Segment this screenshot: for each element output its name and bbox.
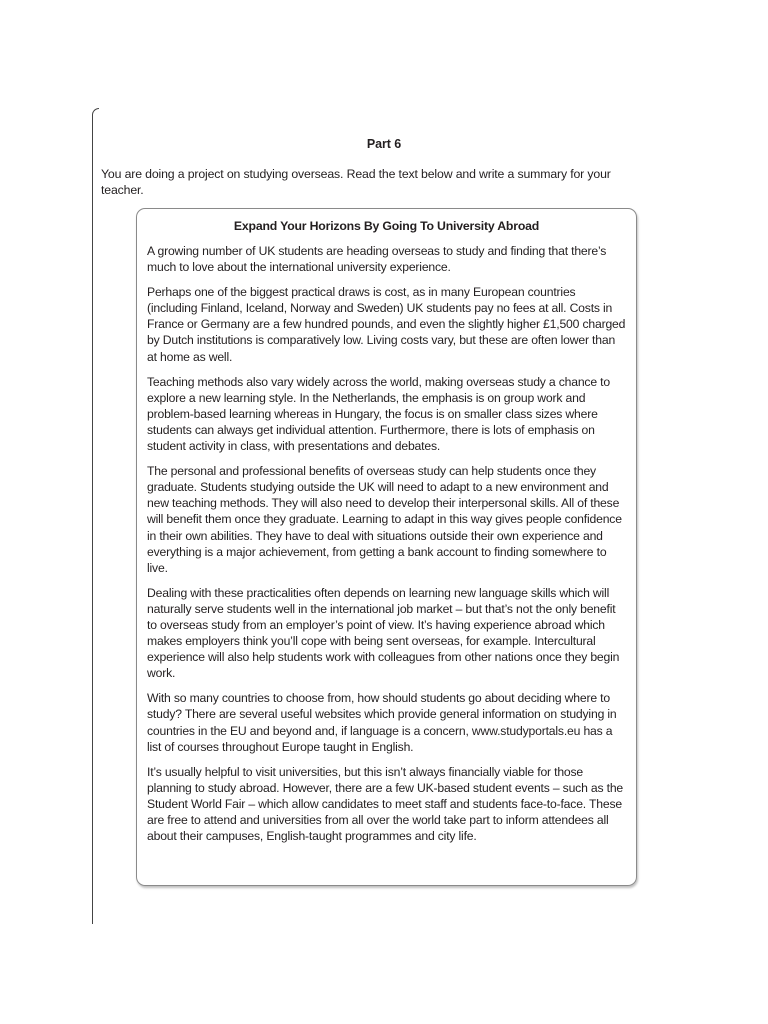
article-box (136, 208, 637, 886)
article-paragraph: Perhaps one of the biggest practical draws is cost, as in many European countries (including Finland, Iceland, Norway and Sweden) UK students pay no fees at all. Costs in France or Germany are a few hundred pounds, and even the slightly higher £1,500 charged by Dutch institutions is comparatively low. Living costs vary, but these are often lower than at home as well. (147, 285, 626, 364)
article-paragraph: A growing number of UK students are heading overseas to study and finding that there’s much to love about the international university experience. (147, 244, 607, 275)
article-paragraph: With so many countries to choose from, how should students go about deciding where to study? There are several useful websites which provide general information on studying in countries in the EU and beyond and, if language is a concern, www.studyportals.eu has a list of courses throughout Europe taught in English. (147, 691, 617, 754)
margin-bracket-top (92, 108, 99, 119)
article-title: Expand Your Horizons By Going To University Abroad (233, 219, 540, 233)
task-instructions: You are doing a project on studying overseas. Read the text below and write a summary for your teacher. (101, 167, 611, 197)
article-paragraph: It’s usually helpful to visit universities, but this isn’t always financially viable for those planning to study abroad. However, there are a few UK-based student events – such as the Student World Fair – which allow candidates to meet staff and students face-to-face. These are free to attend and universities from all over the world take part to inform attendees all about their campuses, English-taught programmes and city life. (147, 764, 624, 844)
article-paragraph: Teaching methods also vary widely across the world, making overseas study a chance to explore a new learning style. In the Netherlands, the emphasis is on group work and problem-based learning whereas in Hungary, the focus is on smaller class sizes where students can always get individual attention. Furthermore, there is lots of emphasis on student activity in class, with presentations and debates. (147, 374, 610, 454)
part-title: Part 6 (366, 137, 402, 151)
article-paragraph: The personal and professional benefits of overseas study can help students once they graduate. Students studying outside the UK will need to adapt to a new environment and new teaching methods. They will also need to develop their interpersonal skills. All of these will benefit them once they graduate. Learning to adapt in this way gives people confidence in their own abilities. They have to deal with situations outside their own experience and everything is a major achievement, from getting a bank account to finding somewhere to live. (147, 464, 622, 575)
article-paragraph: Dealing with these practicalities often depends on learning new language skills which will naturally serve students well in the international job market – but that’s not the only benefit to overseas study from an employer’s point of view. It’s having experience abroad which makes employers think you’ll cope with being sent overseas, for example. Intercultural experience will also help students work with colleagues from other nations once they begin work. (147, 585, 620, 681)
margin-bracket (92, 114, 93, 924)
